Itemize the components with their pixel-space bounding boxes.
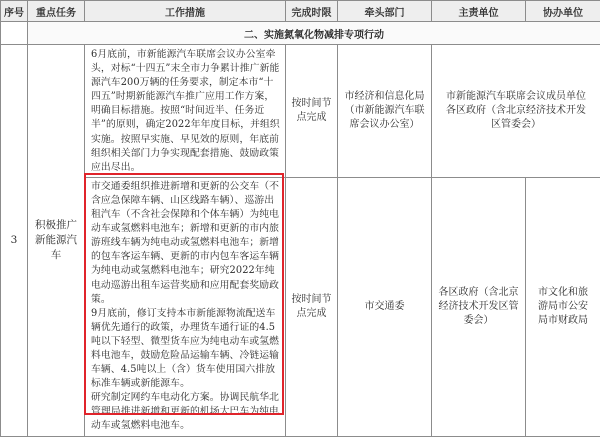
row-task: 积极推广新能源汽车 [28, 45, 85, 437]
header-seq: 序号 [1, 1, 28, 22]
measure-cell-1 [85, 45, 286, 178]
responsible-cell-1: 市新能源汽车联席会议成员单位各区政府（含北京经济技术开发区管委会） [432, 45, 600, 178]
measure-text-1: 6月底前，市新能源汽车联席会议办公室牵头，对标“十四五”末全市力争累计推广新能源汽车200万辆的任务要求，制定本市“十四五”时期新能源汽车推广应用工作方案，明确目标措施。按照“时间近半、任务近半”的原则，确定2022年年度目标，并组织实施。按照早实施、早见效的原则，年底前组织相关部门力争实现配套措施、鼓励政策应出尽出。 [91, 48, 280, 175]
header-measures: 工作措施 [85, 1, 286, 22]
table-row [1, 45, 600, 178]
header-deadline: 完成时限 [286, 1, 338, 22]
deadline-cell-2: 按时间节点完成 [286, 177, 338, 436]
measure-text-2a: 市交通委组织推进新增和更新的公交车（不含应急保障车辆、山区线路车辆）、巡游出租汽车（不含社会保障和个体车辆）为纯电动车或氢燃料电池车；新增和更新的市内旅游班线车辆为纯电动或氢燃料电池车；新增的包车客运车辆、更新的市内包车客运车辆为纯电动或氢燃料电池车；研究2022年纯电动巡游出租车运营奖励和应用配套奖励政策。 [91, 180, 280, 307]
header-responsible: 主责单位 [432, 1, 526, 22]
table-row [1, 177, 600, 436]
cooperate-cell-2: 市文化和旅游局市公安局市财政局 [526, 177, 600, 436]
measure-text-2c: 研究制定网约车电动化方案。协调民航华北管理局推进新增和更新的机场大巴车为纯电动车或氢燃料电池车。 [91, 391, 280, 433]
row-seq: 3 [1, 45, 28, 437]
lead-cell-1: 市经济和信息化局（市新能源汽车联席会议办公室） [338, 45, 432, 178]
header-cooperate: 协办单位 [526, 1, 600, 22]
lead-cell-2: 市交通委 [338, 177, 432, 436]
measure-cell-2 [85, 177, 286, 436]
section-title: 二、实施氮氧化物减排专项行动 [28, 22, 600, 45]
measure-text-2b: 9月底前，修订支持本市新能源物流配送车辆优先通行的政策，办理货车通行证的4.5吨以下轻型、微型货车应为纯电动车或氢燃料电池车，鼓励危险品运输车辆、冷链运输车辆、4.5吨以上（含）货车使用国六排放标准车辆或新能源车。 [91, 307, 280, 392]
header-row [1, 1, 600, 22]
header-lead: 牵头部门 [338, 1, 432, 22]
section-row [1, 22, 600, 45]
header-task: 重点任务 [28, 1, 85, 22]
deadline-cell-1: 按时间节点完成 [286, 45, 338, 178]
responsible-cell-2: 各区政府（含北京经济技术开发区管委会） [432, 177, 526, 436]
